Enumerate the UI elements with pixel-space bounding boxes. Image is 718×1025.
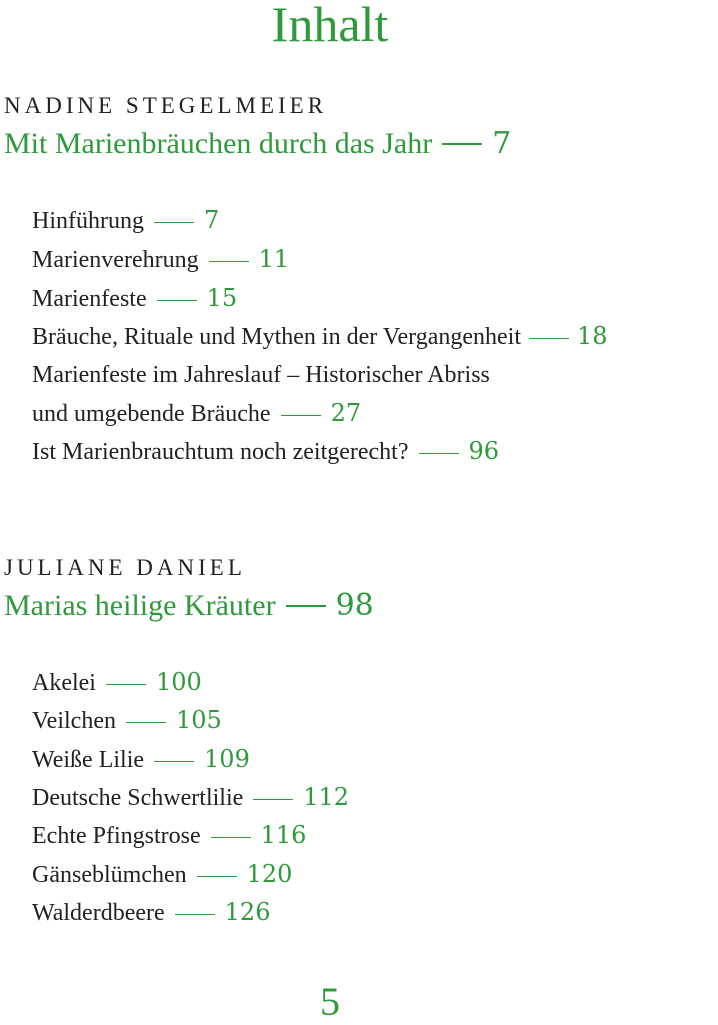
toc-entry-label: Veilchen — [32, 708, 116, 734]
leader-line — [157, 300, 197, 301]
toc-entry[interactable] — [32, 897, 270, 928]
toc-entry-label: Akelei — [32, 670, 96, 696]
section-page-number: 98 — [335, 588, 374, 623]
leader-line — [209, 261, 249, 262]
toc-entry[interactable] — [32, 360, 490, 390]
toc-entry-label: Marienfeste im Jahreslauf – Historischer Abriss — [32, 362, 490, 388]
toc-entry[interactable] — [32, 321, 608, 352]
toc-entry-label: Marienverehrung — [32, 247, 199, 273]
leader-line — [211, 837, 251, 838]
leader-line — [197, 876, 237, 877]
toc-entry-page: 109 — [204, 745, 250, 773]
author-name: JULIANE DANIEL — [4, 555, 246, 580]
toc-entry[interactable] — [32, 244, 289, 275]
toc-entry[interactable] — [32, 705, 222, 736]
leader-line — [106, 684, 146, 685]
toc-entry-label: Walderdbeere — [32, 900, 165, 926]
toc-entry[interactable] — [32, 859, 292, 890]
toc-entry-page: 96 — [468, 437, 500, 465]
toc-entry[interactable] — [32, 782, 349, 813]
toc-entry[interactable] — [32, 398, 361, 429]
toc-entry-page: 126 — [224, 898, 271, 926]
leader-line — [286, 605, 326, 607]
toc-entry-label: Ist Marienbrauchtum noch zeitgerecht? — [32, 439, 409, 465]
toc-entry-page: 105 — [175, 706, 222, 734]
page-number: 5 — [320, 979, 340, 1024]
leader-line — [281, 415, 321, 416]
toc-entry[interactable] — [32, 820, 306, 851]
toc-entry-page: 112 — [303, 783, 350, 811]
toc-entry-label: Gänseblümchen — [32, 862, 187, 888]
toc-entry-page: 27 — [330, 399, 362, 427]
section-title[interactable] — [4, 126, 511, 162]
toc-entry-label: und umgebende Bräuche — [32, 401, 271, 427]
section-page-number: 7 — [492, 126, 512, 161]
toc-entry-page: 116 — [260, 821, 307, 849]
toc-entry-label: Echte Pfingstrose — [32, 823, 201, 849]
section-title[interactable] — [4, 588, 374, 624]
toc-entry[interactable] — [32, 436, 499, 467]
leader-line — [419, 453, 459, 454]
leader-line — [442, 143, 482, 145]
leader-line — [253, 799, 293, 800]
toc-entry-label: Hinführung — [32, 208, 144, 234]
toc-entry-page: 11 — [258, 245, 290, 273]
leader-line — [154, 222, 194, 223]
toc-entry-page: 18 — [577, 322, 608, 350]
toc-entry-label: Weiße Lilie — [32, 747, 145, 773]
leader-line — [175, 914, 215, 915]
toc-entry-label: Bräuche, Rituale und Mythen in der Vergangenheit — [32, 324, 521, 350]
page-title: Inhalt — [271, 0, 389, 52]
leader-line — [154, 761, 194, 762]
toc-entry[interactable] — [32, 205, 219, 236]
leader-line — [126, 722, 166, 723]
toc-entry[interactable] — [32, 667, 202, 698]
author-name: NADINE STEGELMEIER — [4, 93, 328, 118]
section-title-text: Marias heilige Kräuter — [4, 589, 276, 622]
toc-entry-label: Deutsche Schwertlilie — [32, 785, 244, 811]
toc-entry[interactable] — [32, 283, 237, 314]
toc-entry-label: Marienfeste — [32, 286, 147, 312]
toc-entry[interactable] — [32, 744, 250, 775]
toc-entry-page: 100 — [155, 668, 202, 696]
leader-line — [529, 338, 569, 339]
toc-entry-page: 120 — [246, 860, 293, 888]
toc-entry-page: 15 — [206, 284, 238, 312]
section-title-text: Mit Marienbräuchen durch das Jahr — [4, 127, 433, 160]
toc-entry-page: 7 — [203, 206, 220, 234]
